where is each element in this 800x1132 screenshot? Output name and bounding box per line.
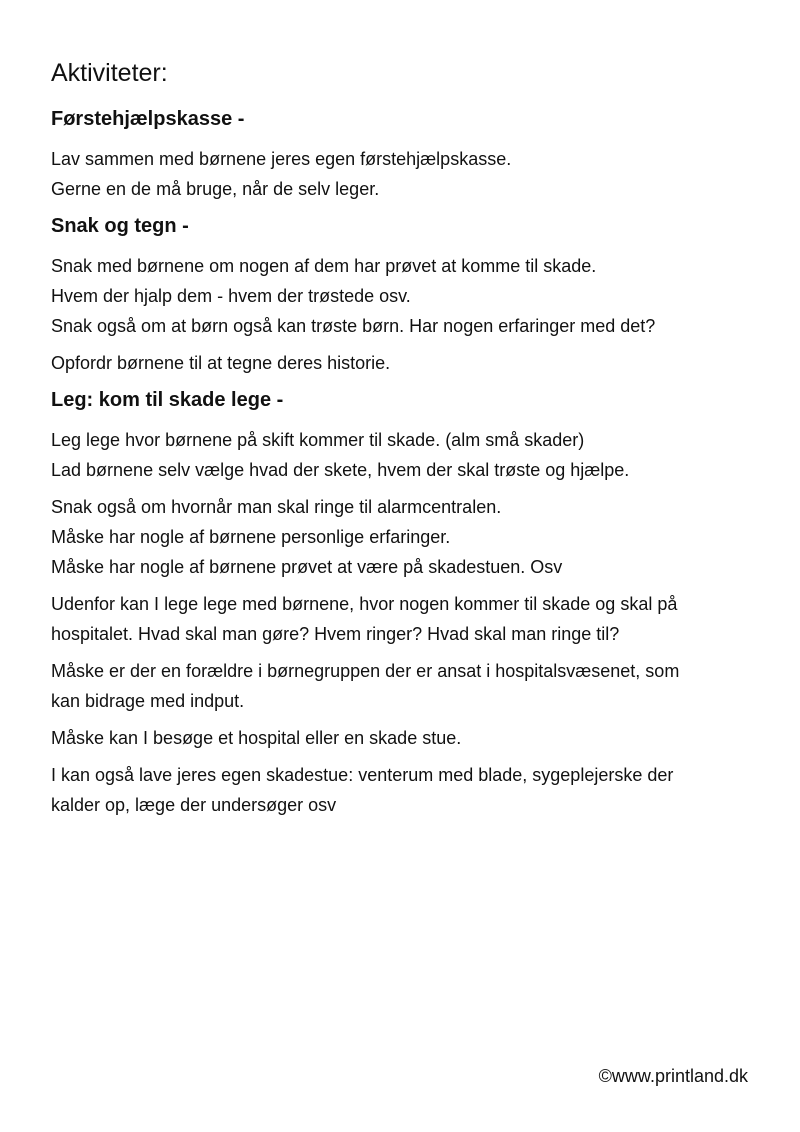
paragraph xyxy=(51,144,771,204)
document-page xyxy=(51,56,771,827)
section-heading: Førstehjælpskasse - xyxy=(51,108,245,130)
text-line: hospitalet. Hvad skal man gøre? Hvem ringer? Hvad skal man ringe til? xyxy=(51,624,620,644)
paragraph xyxy=(51,425,771,485)
paragraph xyxy=(51,723,771,753)
text-line: Hvem der hjalp dem - hvem der trøstede osv. xyxy=(51,286,411,306)
text-line: I kan også lave jeres egen skadestue: venterum med blade, sygeplejerske der xyxy=(51,765,674,785)
text-line: Udenfor kan I lege lege med børnene, hvor nogen kommer til skade og skal på xyxy=(51,594,678,614)
text-line: kan bidrage med indput. xyxy=(51,691,245,711)
footer-copyright: ©www.printland.dk xyxy=(598,1066,748,1086)
section-heading: Leg: kom til skade lege - xyxy=(51,389,284,411)
paragraph xyxy=(51,251,771,341)
section-injury-play xyxy=(51,385,771,820)
paragraph xyxy=(51,348,771,378)
text-line: Måske har nogle af børnene personlige erfaringer. xyxy=(51,527,451,547)
text-line: Snak også om at børn også kan trøste børn. Har nogen erfaringer med det? xyxy=(51,316,656,336)
text-line: Måske kan I besøge et hospital eller en skade stue. xyxy=(51,728,462,748)
page-title: Aktiviteter: xyxy=(51,59,168,87)
text-line: Lav sammen med børnene jeres egen førstehjælpskasse. xyxy=(51,149,512,169)
section-talk-and-draw xyxy=(51,211,771,378)
paragraph xyxy=(51,656,771,716)
paragraph xyxy=(51,492,771,582)
text-line: Snak også om hvornår man skal ringe til alarmcentralen. xyxy=(51,497,502,517)
text-line: Gerne en de må bruge, når de selv leger. xyxy=(51,179,380,199)
text-line: Opfordr børnene til at tegne deres historie. xyxy=(51,353,391,373)
text-line: Snak med børnene om nogen af dem har prøvet at komme til skade. xyxy=(51,256,597,276)
section-heading: Snak og tegn - xyxy=(51,215,189,237)
text-line: Måske har nogle af børnene prøvet at være på skadestuen. Osv xyxy=(51,557,563,577)
text-line: Måske er der en forældre i børnegruppen der er ansat i hospitalsvæsenet, som xyxy=(51,661,680,681)
paragraph xyxy=(51,589,771,649)
text-line: Leg lege hvor børnene på skift kommer til skade. (alm små skader) xyxy=(51,430,585,450)
text-line: Lad børnene selv vælge hvad der skete, hvem der skal trøste og hjælpe. xyxy=(51,460,630,480)
section-first-aid-kit xyxy=(51,104,771,204)
paragraph xyxy=(51,760,771,820)
text-line: kalder op, læge der undersøger osv xyxy=(51,795,337,815)
